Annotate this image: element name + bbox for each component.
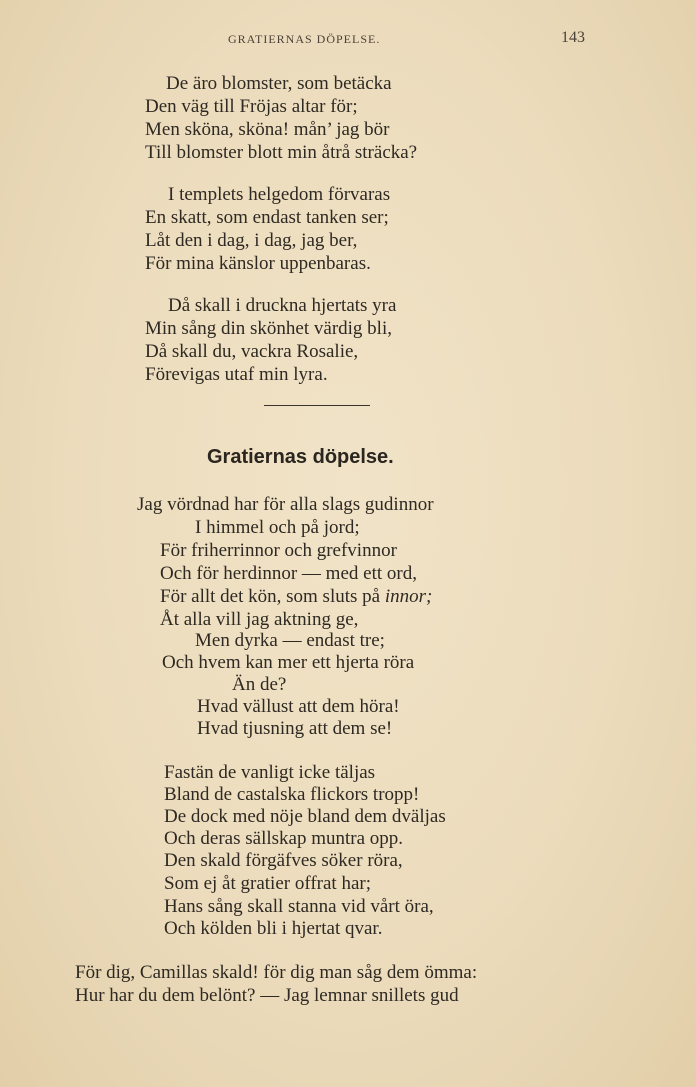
poem-line: Men dyrka — endast tre; [195,630,385,651]
section-divider [264,405,370,406]
poem-line: Hvad vällust att dem höra! [197,696,400,717]
poem-line: Men sköna, sköna! mån’ jag bör [145,119,390,140]
poem-line: Än de? [232,674,287,695]
poem-line: För friherrinnor och grefvinnor [160,540,397,561]
poem-line: Den skald förgäfves söker röra, [164,850,403,871]
poem-line: Min sång din skönhet värdig bli, [145,318,392,339]
poem-line: Låt den i dag, i dag, jag ber, [145,230,358,251]
poem-line-text: För allt det kön, som sluts på [160,586,385,607]
poem-line: Fastän de vanligt icke täljas [164,762,376,783]
poem-line: Och hvem kan mer ett hjerta röra [162,652,415,673]
poem-line: De äro blomster, som betäcka [166,73,392,94]
poem-line: Till blomster blott min åtrå sträcka? [145,142,418,163]
poem-line: Och deras sällskap muntra opp. [164,828,404,849]
page-number: 143 [561,29,585,46]
poem-line: En skatt, som endast tanken ser; [145,207,389,228]
poem-line: Hvad tjusning att dem se! [197,718,393,739]
poem-title: Gratiernas döpelse. [207,446,394,468]
poem-line: För dig, Camillas skald! för dig man såg dem ömma: [75,962,478,983]
poem-line: Den väg till Fröjas altar för; [145,96,358,117]
running-title: GRATIERNAS DÖPELSE. [228,32,381,46]
poem-line-italic: innor; [384,586,433,607]
poem-line: Då skall i druckna hjertats yra [168,295,397,316]
poem-line: Hur har du dem belönt? — Jag lemnar snillets gud [75,985,459,1006]
poem-line: Förevigas utaf min lyra. [145,364,328,385]
poem-line: I templets helgedom förvaras [168,184,391,205]
poem-line: Bland de castalska flickors tropp! [164,784,420,805]
poem-line: Då skall du, vackra Rosalie, [145,341,359,362]
poem-line: Och för herdinnor — med ett ord, [160,563,417,584]
poem-line: De dock med nöje bland dem dväljas [164,806,446,827]
poem-line: I himmel och på jord; [195,517,360,538]
poem-line: Hans sång skall stanna vid vårt öra, [164,896,434,917]
poem-line: Jag vördnad har för alla slags gudinnor [137,494,434,515]
poem-line: Som ej åt gratier offrat har; [164,873,371,894]
poem-line: Åt alla vill jag aktning ge, [160,609,359,630]
poem-line: Och kölden bli i hjertat qvar. [164,918,383,939]
poem-line [160,586,432,608]
poem-line: För mina känslor uppenbaras. [145,253,371,274]
